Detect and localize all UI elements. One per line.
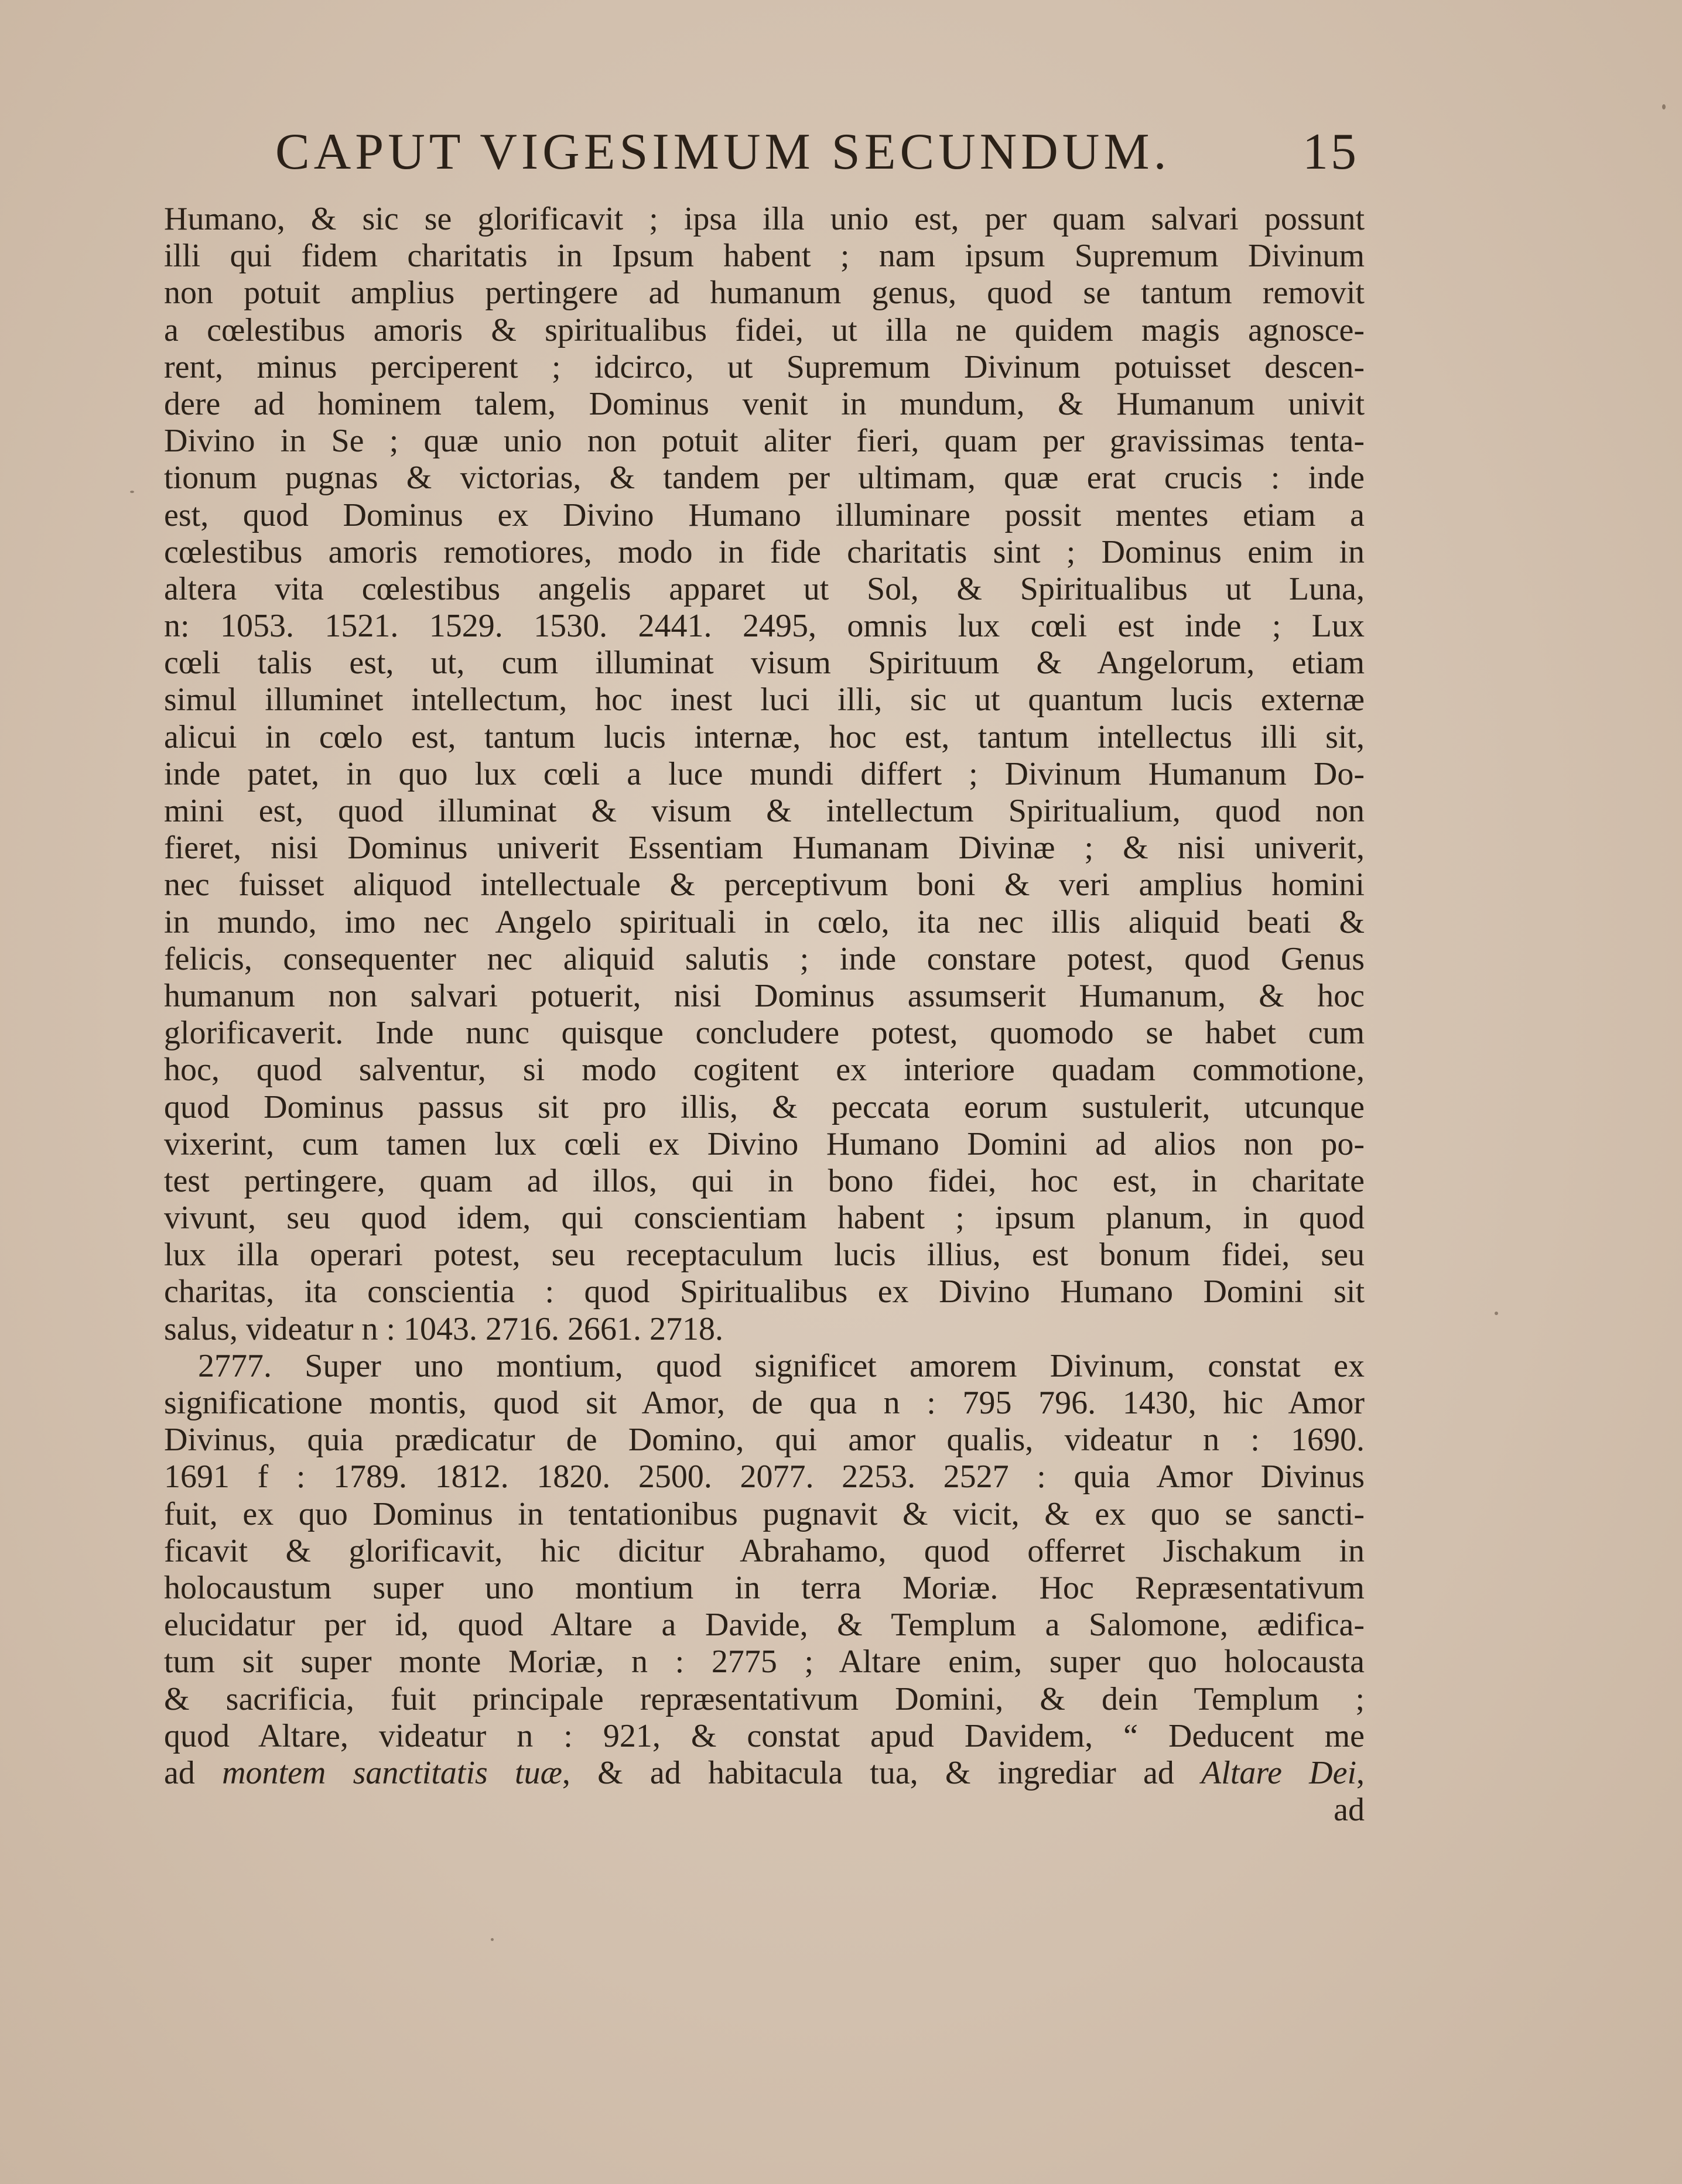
text-line: lux illa operari potest, seu receptaculum lucis illius, est bonum fidei, seu bbox=[164, 1237, 1365, 1274]
text-line: simul illuminet intellectum, hoc inest luci illi, sic ut quantum lucis externæ bbox=[164, 682, 1365, 718]
text-line: rent, minus perciperent ; idcirco, ut Supremum Divinum potuisset descen- bbox=[164, 348, 1365, 385]
text-line: test pertingere, quam ad illos, qui in bono fidei, hoc est, in charitate bbox=[164, 1162, 1365, 1199]
text-line: humanum non salvari potuerit, nisi Dominus assumserit Humanum, & hoc bbox=[164, 977, 1365, 1014]
text-line: tionum pugnas & victorias, & tandem per ultimam, quæ erat crucis : inde bbox=[164, 460, 1365, 497]
text-line: n: 1053. 1521. 1529. 1530. 2441. 2495, omnis lux cœli est inde ; Lux bbox=[164, 608, 1365, 645]
text-line: glorificaverit. Inde nunc quisque concludere potest, quomodo se habet cum bbox=[164, 1015, 1365, 1052]
text-line: hoc, quod salventur, si modo cogitent ex interiore quadam commotione, bbox=[164, 1052, 1365, 1088]
text-line: a cœlestibus amoris & spiritualibus fidei, ut illa ne quidem magis agnosce- bbox=[164, 311, 1365, 348]
text-line: quod Altare, videatur n : 921, & constat apud Davidem, “ Deducent me bbox=[164, 1717, 1365, 1754]
text-line: Divino in Se ; quæ unio non potuit aliter fieri, quam per gravissimas tenta- bbox=[164, 423, 1365, 460]
text-line: vixerint, cum tamen lux cœli ex Divino Humano Domini ad alios non po- bbox=[164, 1125, 1365, 1162]
text-line: nec fuisset aliquod intellectuale & perceptivum boni & veri amplius homini bbox=[164, 867, 1365, 903]
text-line: felicis, consequenter nec aliquid salutis ; inde constare potest, quod Genus bbox=[164, 940, 1365, 977]
text-line: vivunt, seu quod idem, qui conscientiam habent ; ipsum planum, in quod bbox=[164, 1200, 1365, 1237]
text-line: 1691 f : 1789. 1812. 1820. 2500. 2077. 2253. 2527 : quia Amor Divinus bbox=[164, 1459, 1365, 1495]
body-text bbox=[164, 201, 1365, 1829]
text-line: in mundo, imo nec Angelo spirituali in cœlo, ita nec illis aliquid beati & bbox=[164, 903, 1365, 940]
text-line: est, quod Dominus ex Divino Humano illuminare possit mentes etiam a bbox=[164, 497, 1365, 533]
page-number: 15 bbox=[1302, 124, 1359, 180]
text-line: cœlestibus amoris remotiores, modo in fide charitatis sint ; Dominus enim in bbox=[164, 533, 1365, 570]
text-line-with-italics bbox=[164, 1755, 1365, 1792]
text-line: Humano, & sic se glorificavit ; ipsa illa unio est, per quam salvari possunt bbox=[164, 201, 1365, 237]
text-segment: ad bbox=[164, 1754, 223, 1791]
text-line: cœli talis est, ut, cum illuminat visum Spirituum & Angelorum, etiam bbox=[164, 645, 1365, 682]
text-line: inde patet, in quo lux cœli a luce mundi differt ; Divinum Humanum Do- bbox=[164, 755, 1365, 792]
paragraph-end-line: salus, videatur n : 1043. 2716. 2661. 2718. bbox=[164, 1310, 724, 1347]
chapter-title: CAPUT VIGESIMUM SECUNDUM. bbox=[275, 124, 1171, 180]
text-line: mini est, quod illuminat & visum & intellectum Spiritualium, quod non bbox=[164, 793, 1365, 829]
text-line: holocaustum super uno montium in terra Moriæ. Hoc Repræsentativum bbox=[164, 1569, 1365, 1606]
text-line: non potuit amplius pertingere ad humanum genus, quod se tantum removit bbox=[164, 275, 1365, 311]
text-line: altera vita cœlestibus angelis apparet ut Sol, & Spiritualibus ut Luna, bbox=[164, 570, 1365, 607]
catchword: ad bbox=[1334, 1792, 1365, 1829]
text-line: illi qui fidem charitatis in Ipsum habent ; nam ipsum Supremum Divinum bbox=[164, 238, 1365, 275]
text-line: significatione montis, quod sit Amor, de qua n : 795 796. 1430, hic Amor bbox=[164, 1385, 1365, 1421]
text-segment: , bbox=[1356, 1754, 1365, 1791]
text-line: ficavit & glorificavit, hic dicitur Abrahamo, quod offerret Jischakum in bbox=[164, 1532, 1365, 1569]
paper-speck bbox=[1662, 104, 1666, 109]
text-line: elucidatur per id, quod Altare a Davide, & Templum a Salomone, ædifica- bbox=[164, 1607, 1365, 1644]
paper-speck bbox=[1495, 1312, 1498, 1315]
text-line: alicui in cœlo est, tantum lucis internæ, hoc est, tantum intellectus illi sit, bbox=[164, 718, 1365, 755]
text-line: Divinus, quia prædicatur de Domino, qui amor qualis, videatur n : 1690. bbox=[164, 1422, 1365, 1459]
text-line: tum sit super monte Moriæ, n : 2775 ; Altare enim, super quo holocausta bbox=[164, 1644, 1365, 1680]
text-line: fuit, ex quo Dominus in tentationibus pugnavit & vicit, & ex quo se sancti- bbox=[164, 1495, 1365, 1532]
text-line: charitas, ita conscientia : quod Spiritualibus ex Divino Humano Domini sit bbox=[164, 1274, 1365, 1310]
italic-quote: Altare Dei bbox=[1201, 1754, 1357, 1791]
text-line: quod Dominus passus sit pro illis, & peccata eorum sustulerit, utcunque bbox=[164, 1088, 1365, 1125]
paragraph-start-2777: 2777. Super uno montium, quod significet amorem Divinum, constat ex bbox=[198, 1347, 1365, 1384]
running-head bbox=[275, 120, 1359, 184]
paper-speck bbox=[491, 1938, 494, 1941]
text-line: dere ad hominem talem, Dominus venit in mundum, & Humanum univit bbox=[164, 385, 1365, 422]
paper-speck bbox=[130, 491, 134, 493]
italic-quote: montem sanctitatis tuæ bbox=[222, 1754, 562, 1791]
text-segment: , & ad habitacula tua, & ingrediar ad bbox=[562, 1754, 1202, 1791]
text-line: & sacrificia, fuit principale repræsentativum Domini, & dein Templum ; bbox=[164, 1680, 1365, 1717]
text-line: fieret, nisi Dominus univerit Essentiam Humanam Divinæ ; & nisi univerit, bbox=[164, 830, 1365, 867]
